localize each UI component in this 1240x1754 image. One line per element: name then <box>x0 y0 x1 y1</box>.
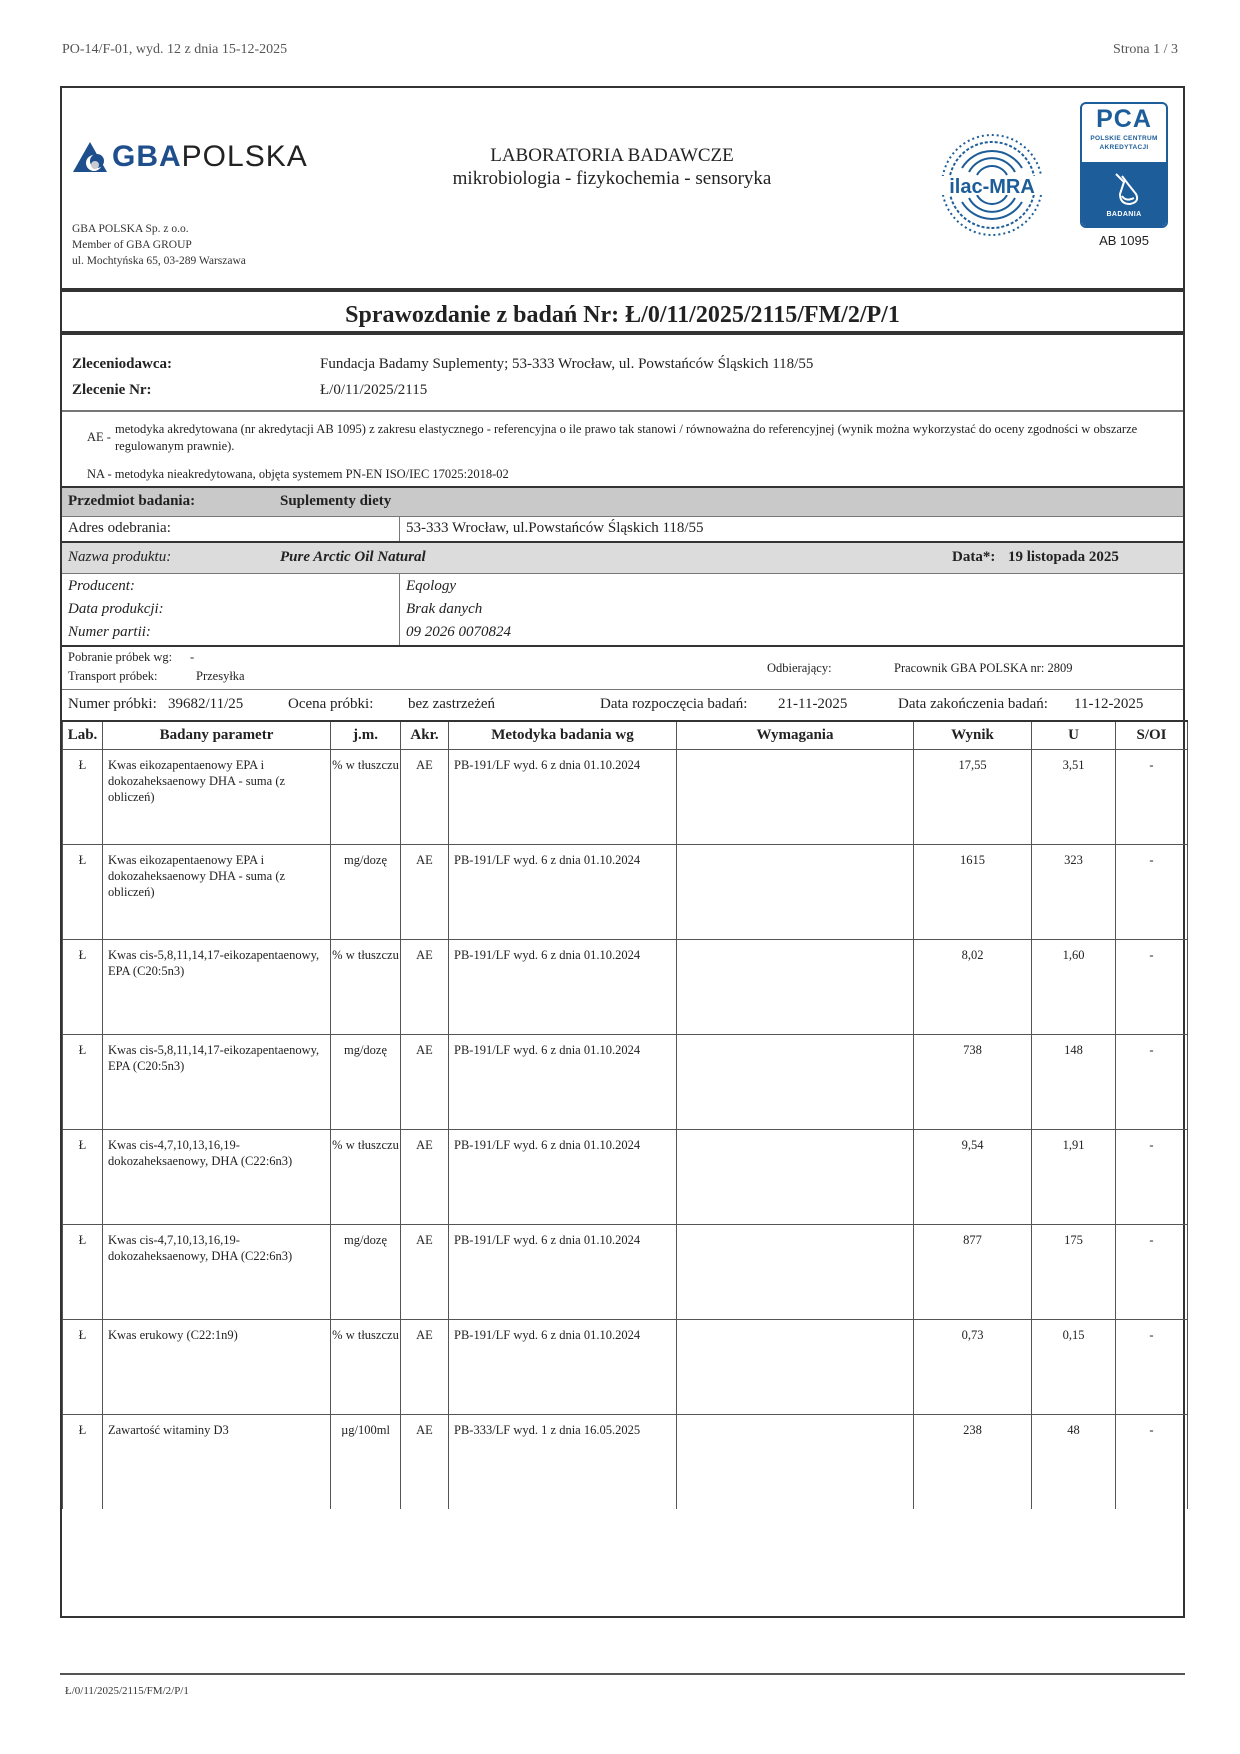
uncertainty-cell: 175 <box>1032 1224 1116 1319</box>
soi-cell: - <box>1116 939 1188 1034</box>
client-value: Fundacja Badamy Suplementy; 53-333 Wrocław, ul. Powstańców Śląskich 118/55 <box>320 356 814 372</box>
requirements-cell <box>677 844 914 939</box>
result-cell: 17,55 <box>914 749 1032 844</box>
receipt-date-label: Data*: <box>952 549 996 565</box>
parameter-cell: Kwas cis-4,7,10,13,16,19-dokozaheksaenowy, DHA (C22:6n3) <box>103 1129 331 1224</box>
letterhead <box>62 88 1183 293</box>
start-date-value: 21-11-2025 <box>778 696 848 712</box>
soi-cell: - <box>1116 1319 1188 1414</box>
address-row <box>62 516 1183 541</box>
lab-cell: Ł <box>63 1034 103 1129</box>
requirements-cell <box>677 1414 914 1509</box>
pca-sub-1: POLSKIE CENTRUM <box>1090 135 1158 142</box>
lab-cell: Ł <box>63 1224 103 1319</box>
lab-cell: Ł <box>63 844 103 939</box>
requirements-cell <box>677 1224 914 1319</box>
uncertainty-cell: 323 <box>1032 844 1116 939</box>
legend-ae-tag: AE - <box>87 430 111 444</box>
method-cell: PB-191/LF wyd. 6 z dnia 01.10.2024 <box>449 749 677 844</box>
accreditation-cell: AE <box>401 939 449 1034</box>
ilac-mra-logo-icon <box>937 130 1047 240</box>
soi-cell: - <box>1116 1224 1188 1319</box>
requirements-cell <box>677 1129 914 1224</box>
unit-cell: % w tłuszczu <box>331 749 401 844</box>
logo-gba-text: GBA <box>112 140 182 173</box>
accreditation-number: AB 1095 <box>1099 233 1149 248</box>
unit-cell: mg/dozę <box>331 844 401 939</box>
requirements-cell <box>677 749 914 844</box>
parameter-cell: Kwas cis-4,7,10,13,16,19-dokozaheksaenowy, DHA (C22:6n3) <box>103 1224 331 1319</box>
unit-cell: mg/dozę <box>331 1034 401 1129</box>
uncertainty-cell: 0,15 <box>1032 1319 1116 1414</box>
method-cell: PB-191/LF wyd. 6 z dnia 01.10.2024 <box>449 844 677 939</box>
divider <box>62 331 1183 335</box>
subject-label: Przedmiot badania: <box>68 493 196 509</box>
soi-cell: - <box>1116 1034 1188 1129</box>
unit-cell: µg/100ml <box>331 1414 401 1509</box>
ilac-label: ilac-MRA <box>949 176 1035 198</box>
subject-row <box>62 486 1183 516</box>
sampling-label: Pobranie próbek wg: <box>68 650 173 664</box>
production-date-value: Brak danych <box>406 601 483 617</box>
unit-cell: mg/dozę <box>331 1224 401 1319</box>
uncertainty-cell: 3,51 <box>1032 749 1116 844</box>
soi-cell: - <box>1116 1129 1188 1224</box>
company-line: ul. Mochtyńska 65, 03-289 Warszawa <box>72 255 246 267</box>
pca-badania: BADANIA <box>1106 211 1142 218</box>
client-label: Zleceniodawca: <box>72 356 172 372</box>
unit-cell: % w tłuszczu <box>331 1319 401 1414</box>
company-line: Member of GBA GROUP <box>72 239 192 251</box>
end-date-label: Data zakończenia badań: <box>898 696 1048 712</box>
batch-value: 09 2026 0070824 <box>406 624 511 640</box>
method-cell: PB-191/LF wyd. 6 z dnia 01.10.2024 <box>449 1129 677 1224</box>
parameter-cell: Kwas eikozapentaenowy EPA i dokozaheksaenowy DHA - suma (z obliczeń) <box>103 844 331 939</box>
sample-info-row <box>62 689 1183 720</box>
sample-number-value: 39682/11/25 <box>168 696 244 712</box>
requirements-cell <box>677 939 914 1034</box>
page-number: Strona 1 / 3 <box>1113 42 1178 57</box>
parameter-cell: Kwas eikozapentaenowy EPA i dokozaheksaenowy DHA - suma (z obliczeń) <box>103 749 331 844</box>
lab-cell: Ł <box>63 939 103 1034</box>
result-cell: 877 <box>914 1224 1032 1319</box>
unit-cell: % w tłuszczu <box>331 1129 401 1224</box>
producer-value: Eqology <box>406 578 456 594</box>
table-row <box>63 1224 1188 1319</box>
footer-report-id: Ł/0/11/2025/2115/FM/2/P/1 <box>65 1685 189 1697</box>
company-info <box>72 221 246 269</box>
header-lab: Lab. <box>63 721 103 749</box>
sampling-block <box>62 645 1183 689</box>
parameter-cell: Zawartość witaminy D3 <box>103 1414 331 1509</box>
table-row <box>63 1034 1188 1129</box>
uncertainty-cell: 48 <box>1032 1414 1116 1509</box>
pca-word: PCA <box>1096 105 1152 133</box>
parameter-cell: Kwas erukowy (C22:1n9) <box>103 1319 331 1414</box>
end-date-value: 11-12-2025 <box>1074 696 1144 712</box>
address-value: 53-333 Wrocław, ul.Powstańców Śląskich 118/55 <box>406 520 704 536</box>
receiver-value: Pracownik GBA POLSKA nr: 2809 <box>894 661 1073 675</box>
lab-title-main: LABORATORIA BADAWCZE <box>490 145 734 166</box>
sampling-value: - <box>190 650 195 664</box>
uncertainty-cell: 148 <box>1032 1034 1116 1129</box>
legend-ae-text: metodyka akredytowana (nr akredytacji AB 1095) z zakresu elastycznego - referencyjna o ile prawo tak stanowi / równoważna do referencyjnej (wynik można wykorzystać do oceny zgodności w obszarze regulowanym prawnie). <box>115 422 1138 453</box>
production-date-label: Data produkcji: <box>68 601 164 617</box>
accreditation-cell: AE <box>401 1319 449 1414</box>
lab-cell: Ł <box>63 1319 103 1414</box>
lab-cell: Ł <box>63 1414 103 1509</box>
method-cell: PB-191/LF wyd. 6 z dnia 01.10.2024 <box>449 1034 677 1129</box>
soi-cell: - <box>1116 749 1188 844</box>
accreditation-cell: AE <box>401 844 449 939</box>
result-cell: 0,73 <box>914 1319 1032 1414</box>
producer-block <box>62 573 1183 645</box>
pca-accreditation-logo <box>1080 102 1168 228</box>
lab-cell: Ł <box>63 1129 103 1224</box>
results-table <box>62 720 1188 1509</box>
parameter-cell: Kwas cis-5,8,11,14,17-eikozapentaenowy, EPA (C20:5n3) <box>103 939 331 1034</box>
order-value: Ł/0/11/2025/2115 <box>320 382 428 398</box>
address-label: Adres odebrania: <box>68 520 171 536</box>
assessment-value: bez zastrzeżeń <box>408 696 496 712</box>
subject-value: Suplementy diety <box>280 493 392 509</box>
start-date-label: Data rozpoczęcia badań: <box>600 696 748 712</box>
result-cell: 238 <box>914 1414 1032 1509</box>
header-requirements: Wymagania <box>677 721 914 749</box>
page-header <box>62 42 1178 62</box>
gba-polska-logo <box>72 140 308 174</box>
requirements-cell <box>677 1034 914 1129</box>
soi-cell: - <box>1116 844 1188 939</box>
parameter-cell: Kwas cis-5,8,11,14,17-eikozapentaenowy, EPA (C20:5n3) <box>103 1034 331 1129</box>
transport-label: Transport próbek: <box>68 669 158 683</box>
header-parameter: Badany parametr <box>103 721 331 749</box>
method-cell: PB-333/LF wyd. 1 z dnia 16.05.2025 <box>449 1414 677 1509</box>
table-row <box>63 1129 1188 1224</box>
unit-cell: % w tłuszczu <box>331 939 401 1034</box>
method-cell: PB-191/LF wyd. 6 z dnia 01.10.2024 <box>449 939 677 1034</box>
header-soi: S/OI <box>1116 721 1188 749</box>
method-cell: PB-191/LF wyd. 6 z dnia 01.10.2024 <box>449 1319 677 1414</box>
requirements-cell <box>677 1319 914 1414</box>
logo-polska-text: POLSKA <box>181 140 308 173</box>
lab-cell: Ł <box>63 749 103 844</box>
report-frame <box>60 86 1185 1618</box>
result-cell: 738 <box>914 1034 1032 1129</box>
header-accreditation: Akr. <box>401 721 449 749</box>
receiver-label: Odbierający: <box>767 661 832 675</box>
pca-sub-2: AKREDYTACJI <box>1099 144 1149 151</box>
accreditation-cell: AE <box>401 1034 449 1129</box>
table-row <box>63 1319 1188 1414</box>
header-unit: j.m. <box>331 721 401 749</box>
accreditation-cell: AE <box>401 1224 449 1319</box>
receipt-date-value: 19 listopada 2025 <box>1008 549 1119 565</box>
uncertainty-cell: 1,91 <box>1032 1129 1116 1224</box>
legend-na: NA - metodyka nieakredytowana, objęta systemem PN-EN ISO/IEC 17025:2018-02 <box>87 467 509 481</box>
batch-label: Numer partii: <box>68 624 151 640</box>
gba-triangle-icon <box>72 141 108 173</box>
divider <box>62 288 1183 292</box>
table-row <box>63 749 1188 844</box>
product-value: Pure Arctic Oil Natural <box>280 549 426 565</box>
legend-block <box>62 410 1183 490</box>
header-uncertainty: U <box>1032 721 1116 749</box>
header-result: Wynik <box>914 721 1032 749</box>
company-line: GBA POLSKA Sp. z o.o. <box>72 223 189 235</box>
table-row <box>63 939 1188 1034</box>
accreditation-cell: AE <box>401 1129 449 1224</box>
order-label: Zlecenie Nr: <box>72 382 152 398</box>
sample-number-label: Numer próbki: <box>68 696 157 712</box>
header-method: Metodyka badania wg <box>449 721 677 749</box>
flask-icon <box>1110 172 1142 208</box>
result-cell: 8,02 <box>914 939 1032 1034</box>
method-cell: PB-191/LF wyd. 6 z dnia 01.10.2024 <box>449 1224 677 1319</box>
accreditation-cell: AE <box>401 749 449 844</box>
soi-cell: - <box>1116 1414 1188 1509</box>
producer-label: Producent: <box>68 578 135 594</box>
assessment-label: Ocena próbki: <box>288 696 374 712</box>
product-row <box>62 541 1183 573</box>
transport-value: Przesyłka <box>196 669 245 683</box>
result-cell: 1615 <box>914 844 1032 939</box>
report-title: Sprawozdanie z badań Nr: Ł/0/11/2025/2115/FM/2/P/1 <box>345 302 900 328</box>
uncertainty-cell: 1,60 <box>1032 939 1116 1034</box>
lab-title <box>362 144 862 190</box>
footer-divider <box>60 1673 1185 1675</box>
result-cell: 9,54 <box>914 1129 1032 1224</box>
form-id: PO-14/F-01, wyd. 12 z dnia 15-12-2025 <box>62 42 288 57</box>
accreditation-cell: AE <box>401 1414 449 1509</box>
table-row <box>63 844 1188 939</box>
table-header-row <box>63 721 1188 749</box>
product-label: Nazwa produktu: <box>68 549 172 565</box>
table-row <box>63 1414 1188 1509</box>
lab-title-sub: mikrobiologia - fizykochemia - sensoryka <box>452 168 772 189</box>
